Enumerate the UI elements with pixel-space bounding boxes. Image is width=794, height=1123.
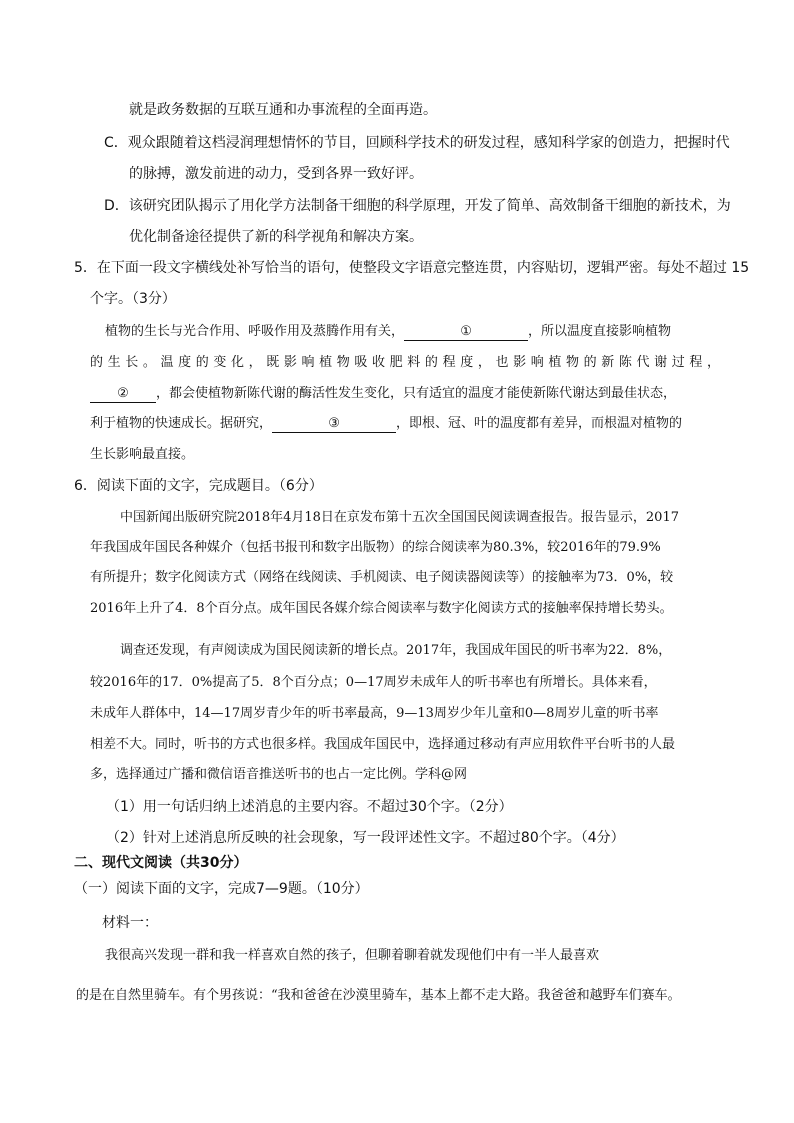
q5-stem-line1: 5．在下面一段文字横线处补写恰当的语句，使整段文字语意完整连贯，内容贴切，逻辑严密。每处不超过 15 [74,260,750,276]
q5-text: ，都会使植物新陈代谢的酶活性发生变化，只有适宜的温度才能使新陈代谢达到最佳状态， [156,386,677,401]
q6-para2-line5: 多，选择通过广播和微信语音推送听书的也占一定比例。学科@网 [90,767,468,782]
q5-text: 植物的生长与光合作用、呼吸作用及蒸腾作用有关， [105,324,405,339]
q5-stem-line2: 个字。（3分） [90,291,176,307]
q5-text: ，即根、冠、叶的温度都有差异，而根温对植物的 [396,416,683,431]
q6-para2-line4: 相差不大。同时，听书的方式也很多样。我国成年国民中，选择通过移动有声应用软件平台听书的人最 [90,737,676,752]
material-label: 材料一： [102,915,158,931]
q6-para1-line1: 中国新闻出版研究院2018年4月18日在京发布第十五次全国国民阅读调查报告。报告显示，2017 [120,510,679,525]
q6-para1-line4: 2016年上升了4．8个百分点。成年国民各媒介综合阅读率与数字化阅读方式的接触率保持增长势头。 [90,601,673,616]
q5-text: 利于植物的快速成长。据研究， [90,416,273,431]
q5-passage-line4 [90,414,682,434]
q6-para1-line3: 有所提升；数字化阅读方式（网络在线阅读、手机阅读、电子阅读器阅读等）的接触率为73．0%，较 [90,570,674,585]
q6-para2-line1: 调查还发现，有声阅读成为国民阅读新的增长点。2017年，我国成年国民的听书率为22．8%， [120,643,672,658]
q5-passage-line1 [105,322,671,342]
option-d-line2: 优化制备途径提供了新的科学视角和解决方案。 [129,229,423,245]
q6-subquestion-2: （2）针对上述消息所反映的社会现象，写一段评述性文字。不超过80个字。（4分） [106,830,625,846]
option-b-tail: 就是政务数据的互联互通和办事流程的全面再造。 [129,102,437,118]
section-2-title: 二、现代文阅读（共30分） [74,855,248,871]
q5-passage-line2: 的生长。温度的变化，既影响植物吸收肥料的程度，也影响植物的新陈代谢过程， [90,355,720,370]
material-line2: 的是在自然里骑车。有个男孩说：“我和爸爸在沙漠里骑车，基本上都不走大路。我爸爸和越野车们赛车。 [76,988,681,1003]
q5-text: ，所以温度直接影响植物 [528,324,672,339]
q5-passage-line3 [90,384,676,404]
q6-subquestion-1: （1）用一句话归纳上述消息的主要内容。不超过30个字。（2分） [106,799,513,815]
q6-para1-line2: 年我国成年国民各种媒介（包括书报刊和数字出版物）的综合阅读率为80.3%，较2016年的79.9% [90,540,661,555]
option-c-line1: C．观众跟随着这档浸润理想情怀的节目，回顾科学技术的研发过程，感知科学家的创造力，把握时代 [104,135,730,151]
q5-passage-line5: 生长影响最直接。 [90,447,195,462]
q5-blank-3[interactable]: ③ [272,416,396,433]
material-line1: 我很高兴发现一群和我一样喜欢自然的孩子，但聊着聊着就发现他们中有一半人最喜欢 [105,948,600,963]
section-2-part1: （一）阅读下面的文字，完成7—9题。（10分） [74,881,369,897]
q6-stem: 6．阅读下面的文字，完成题目。（6分） [74,478,323,494]
q6-para2-line3: 未成年人群体中，14—17周岁青少年的听书率最高，9—13周岁少年儿童和0—8周岁儿童的听书率 [90,706,659,721]
q5-blank-1[interactable]: ① [404,324,528,341]
option-c-line2: 的脉搏，激发前进的动力，受到各界一致好评。 [129,166,423,182]
option-d-line1: D．该研究团队揭示了用化学方法制备干细胞的科学原理，开发了简单、高效制备干细胞的新技术，为 [104,198,731,214]
q5-blank-2[interactable]: ② [90,386,156,403]
q6-para2-line2: 较2016年的17．0%提高了5．8个百分点；0—17周岁未成年人的听书率也有所增长。具体来看， [90,675,657,690]
